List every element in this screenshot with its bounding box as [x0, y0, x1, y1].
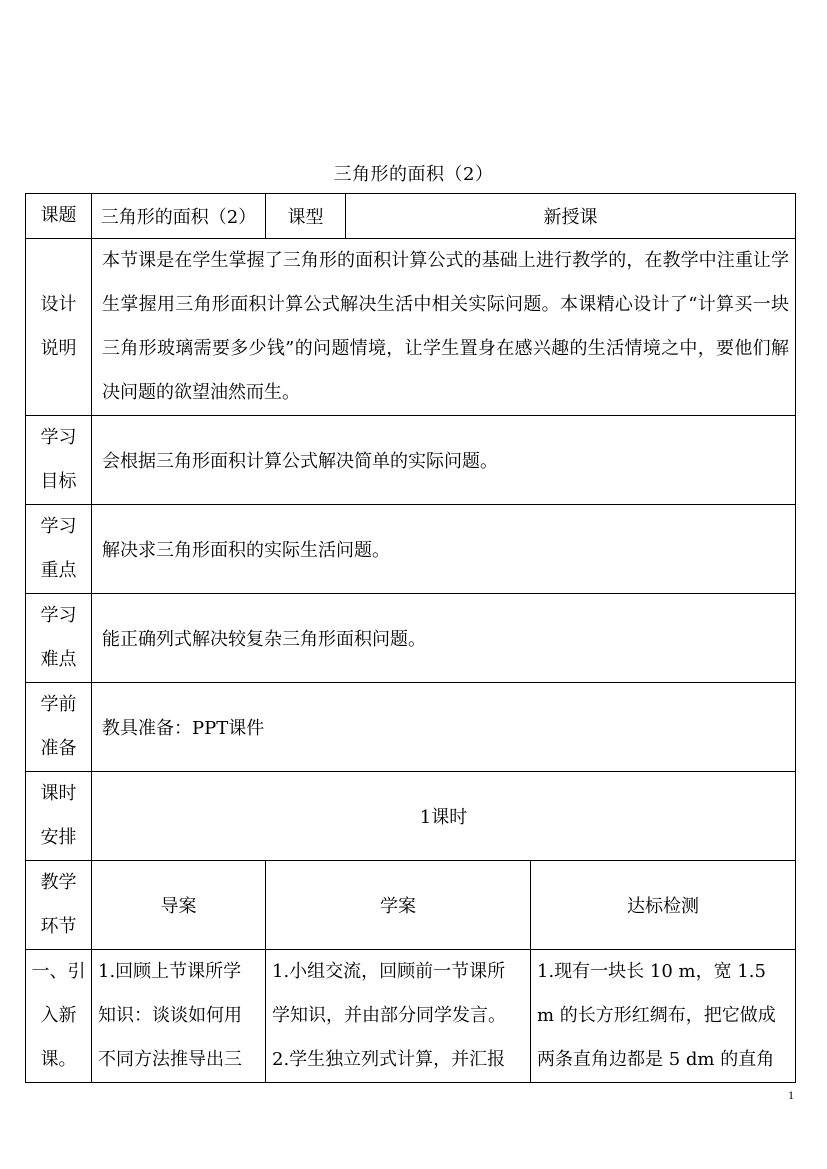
key-point-label-line2: 重点: [40, 560, 77, 581]
difficulty-row: [26, 594, 796, 683]
preparation-text: 教具准备：PPT课件: [92, 683, 796, 772]
stage-label-line1: 教学: [40, 872, 77, 893]
stage1-guide: [92, 950, 266, 1083]
document-title: 三角形的面积（2）: [333, 164, 494, 185]
design-label-line1: 设计: [40, 294, 77, 315]
schedule-label: [26, 772, 92, 861]
goal-row: [26, 416, 796, 505]
design-label-line2: 说明: [40, 338, 77, 359]
stage1-study: [266, 950, 531, 1083]
study-column-header: 学案: [266, 861, 531, 950]
preparation-label: [26, 683, 92, 772]
stage1-check-line1: 1.现有一块长 10 m，宽 1.5: [537, 961, 766, 982]
design-label: [26, 239, 92, 416]
schedule-label-line1: 课时: [40, 783, 77, 804]
stage1-label: [26, 950, 92, 1083]
goal-text: 会根据三角形面积计算公式解决简单的实际问题。: [92, 416, 796, 505]
check-column-header: 达标检测: [531, 861, 796, 950]
key-point-text: 解决求三角形面积的实际生活问题。: [92, 505, 796, 594]
stage-label: [26, 861, 92, 950]
stage1-label-line1: 一、引: [31, 961, 86, 982]
stage1-study-line2: 学知识，并由部分同学发言。: [272, 1005, 506, 1026]
stage-label-line2: 环节: [40, 916, 77, 937]
stage1-check: [531, 950, 796, 1083]
schedule-row: [26, 772, 796, 861]
design-text: 本节课是在学生掌握了三角形的面积计算公式的基础上进行教学的，在教学中注重让学生掌握用三角形面积计算公式解决生活中相关实际问题。本课精心设计了“计算买一块三角形玻璃需要多少钱”的问题情境，让学生置身在感兴趣的生活情境之中，要他们解决问题的欲望油然而生。: [92, 239, 796, 416]
design-row: [26, 239, 796, 416]
preparation-label-line2: 准备: [40, 738, 77, 759]
key-point-row: [26, 505, 796, 594]
stage1-study-line1: 1.小组交流，回顾前一节课所: [272, 961, 506, 982]
topic-row: [26, 194, 796, 239]
difficulty-label: [26, 594, 92, 683]
schedule-text: 1课时: [92, 772, 796, 861]
stage1-label-line2: 入新: [40, 1005, 77, 1026]
stage1-guide-line2: 知识：谈谈如何用: [98, 1005, 242, 1026]
difficulty-label-line1: 学习: [40, 605, 77, 626]
goal-label: [26, 416, 92, 505]
goal-label-line1: 学习: [40, 427, 77, 448]
stage1-check-line2: m 的长方形红绸布，把它做成: [537, 1005, 776, 1026]
preparation-row: [26, 683, 796, 772]
page-number: 1: [788, 1088, 794, 1102]
lesson-plan-table: [25, 193, 796, 1083]
stage-header-row: [26, 861, 796, 950]
key-point-label: [26, 505, 92, 594]
type-label: 课型: [266, 194, 346, 239]
stage1-guide-line1: 1.回顾上节课所学: [98, 961, 242, 982]
stage1-label-line3: 课。: [40, 1049, 77, 1070]
goal-label-line2: 目标: [40, 471, 77, 492]
stage1-row: [26, 950, 796, 1083]
topic-label: 课题: [26, 194, 92, 239]
difficulty-text: 能正确列式解决较复杂三角形面积问题。: [92, 594, 796, 683]
guide-column-header: 导案: [92, 861, 266, 950]
topic-value: 三角形的面积（2）: [92, 194, 266, 239]
stage1-study-line3: 2.学生独立列式计算，并汇报: [272, 1049, 506, 1070]
stage1-guide-line3: 不同方法推导出三: [98, 1049, 242, 1070]
preparation-label-line1: 学前: [40, 694, 77, 715]
type-value: 新授课: [346, 194, 796, 239]
difficulty-label-line2: 难点: [40, 649, 77, 670]
key-point-label-line1: 学习: [40, 516, 77, 537]
stage1-check-line3: 两条直角边都是 5 dm 的直角: [537, 1049, 775, 1070]
schedule-label-line2: 安排: [40, 827, 77, 848]
